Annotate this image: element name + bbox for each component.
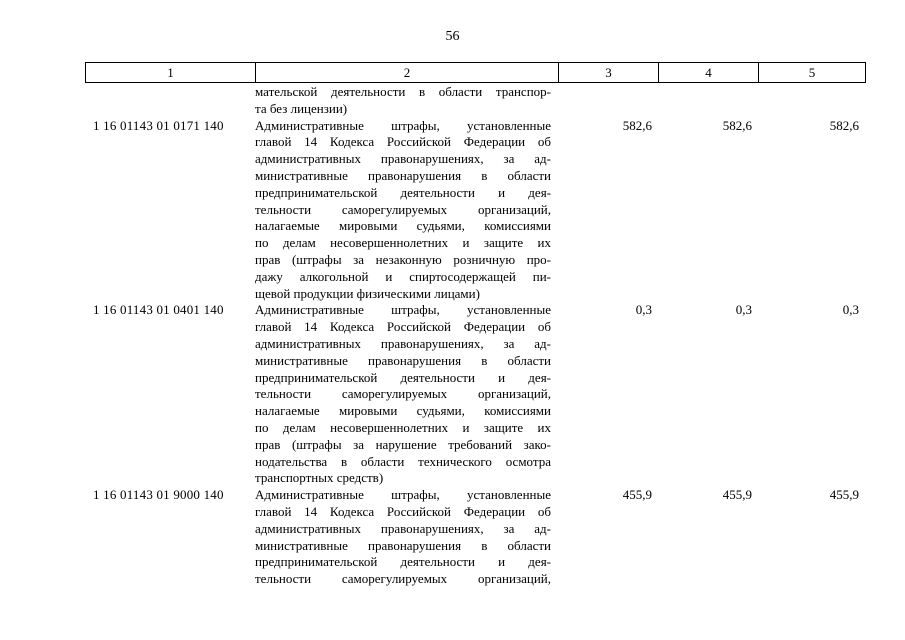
value-col-5: 582,6 <box>829 117 859 133</box>
header-col-4: 4 <box>659 63 759 83</box>
value-col-3: 455,9 <box>622 487 652 503</box>
desc-line: Административные штрафы, установленные <box>255 302 551 318</box>
continuation-description <box>255 84 558 118</box>
table-header <box>85 62 866 83</box>
desc-line: по делам несовершеннолетних и защите их <box>255 419 551 435</box>
budget-code: 1 16 01143 01 0401 140 <box>93 302 224 318</box>
value-col-3: 0,3 <box>635 302 652 318</box>
desc-line: мательской деятельности в области транспор- <box>255 84 551 99</box>
table-row <box>85 302 865 487</box>
row-description <box>255 487 558 588</box>
desc-line: прав (штрафы за нарушение требований зако- <box>255 436 551 452</box>
continuation-col-5 <box>758 84 865 118</box>
table-body <box>85 84 865 588</box>
header-row <box>86 63 866 83</box>
row-description <box>255 302 558 487</box>
desc-line: Административные штрафы, установленные <box>255 117 551 133</box>
continuation-row <box>85 84 865 118</box>
desc-line: дажу алкогольной и спиртосодержащей пи- <box>255 268 551 284</box>
table-row <box>85 118 865 303</box>
desc-line: предпринимательской деятельности и дея- <box>255 554 551 570</box>
value-col-4: 0,3 <box>735 302 752 318</box>
desc-line: административных правонарушениях, за ад- <box>255 335 551 351</box>
continuation-col-4 <box>658 84 758 118</box>
desc-line: главой 14 Кодекса Российской Федерации об <box>255 319 551 335</box>
desc-line: прав (штрафы за незаконную розничную про- <box>255 251 551 267</box>
desc-line: министративные правонарушения в области <box>255 352 551 368</box>
header-col-1: 1 <box>86 63 256 83</box>
desc-line: тельности саморегулируемых организаций, <box>255 386 551 402</box>
desc-line: главой 14 Кодекса Российской Федерации об <box>255 134 551 150</box>
row-description <box>255 118 558 303</box>
value-col-3: 582,6 <box>622 117 652 133</box>
desc-line: Административные штрафы, установленные <box>255 487 551 503</box>
desc-line: министративные правонарушения в области <box>255 167 551 183</box>
header-col-5: 5 <box>759 63 866 83</box>
value-col-4: 455,9 <box>722 487 752 503</box>
desc-line: по делам несовершеннолетних и защите их <box>255 235 551 251</box>
table-row <box>85 487 865 588</box>
desc-line: налагаемые мировыми судьями, комиссиями <box>255 403 551 419</box>
desc-line: нодательства в области технического осмотра <box>255 453 551 469</box>
value-col-5: 0,3 <box>842 302 859 318</box>
value-col-4: 582,6 <box>722 117 752 133</box>
desc-line: предпринимательской деятельности и дея- <box>255 184 551 200</box>
continuation-col-3 <box>558 84 658 118</box>
desc-line: тельности саморегулируемых организаций, <box>255 571 551 587</box>
budget-code: 1 16 01143 01 9000 140 <box>93 487 224 503</box>
desc-line: главой 14 Кодекса Российской Федерации об <box>255 503 551 519</box>
header-col-2: 2 <box>256 63 559 83</box>
desc-line: щевой продукции физическими лицами) <box>255 285 480 301</box>
desc-line: тельности саморегулируемых организаций, <box>255 201 551 217</box>
desc-line: министративные правонарушения в области <box>255 537 551 553</box>
desc-line: та без лицензии) <box>255 100 348 116</box>
continuation-code-cell <box>85 84 255 118</box>
desc-line: предпринимательской деятельности и дея- <box>255 369 551 385</box>
page-number: 56 <box>445 29 460 44</box>
desc-line: административных правонарушениях, за ад- <box>255 151 551 167</box>
desc-line: транспортных средств) <box>255 470 384 486</box>
desc-line: административных правонарушениях, за ад- <box>255 520 551 536</box>
value-col-5: 455,9 <box>829 487 859 503</box>
desc-line: налагаемые мировыми судьями, комиссиями <box>255 218 551 234</box>
header-col-3: 3 <box>559 63 659 83</box>
budget-code: 1 16 01143 01 0171 140 <box>93 117 224 133</box>
